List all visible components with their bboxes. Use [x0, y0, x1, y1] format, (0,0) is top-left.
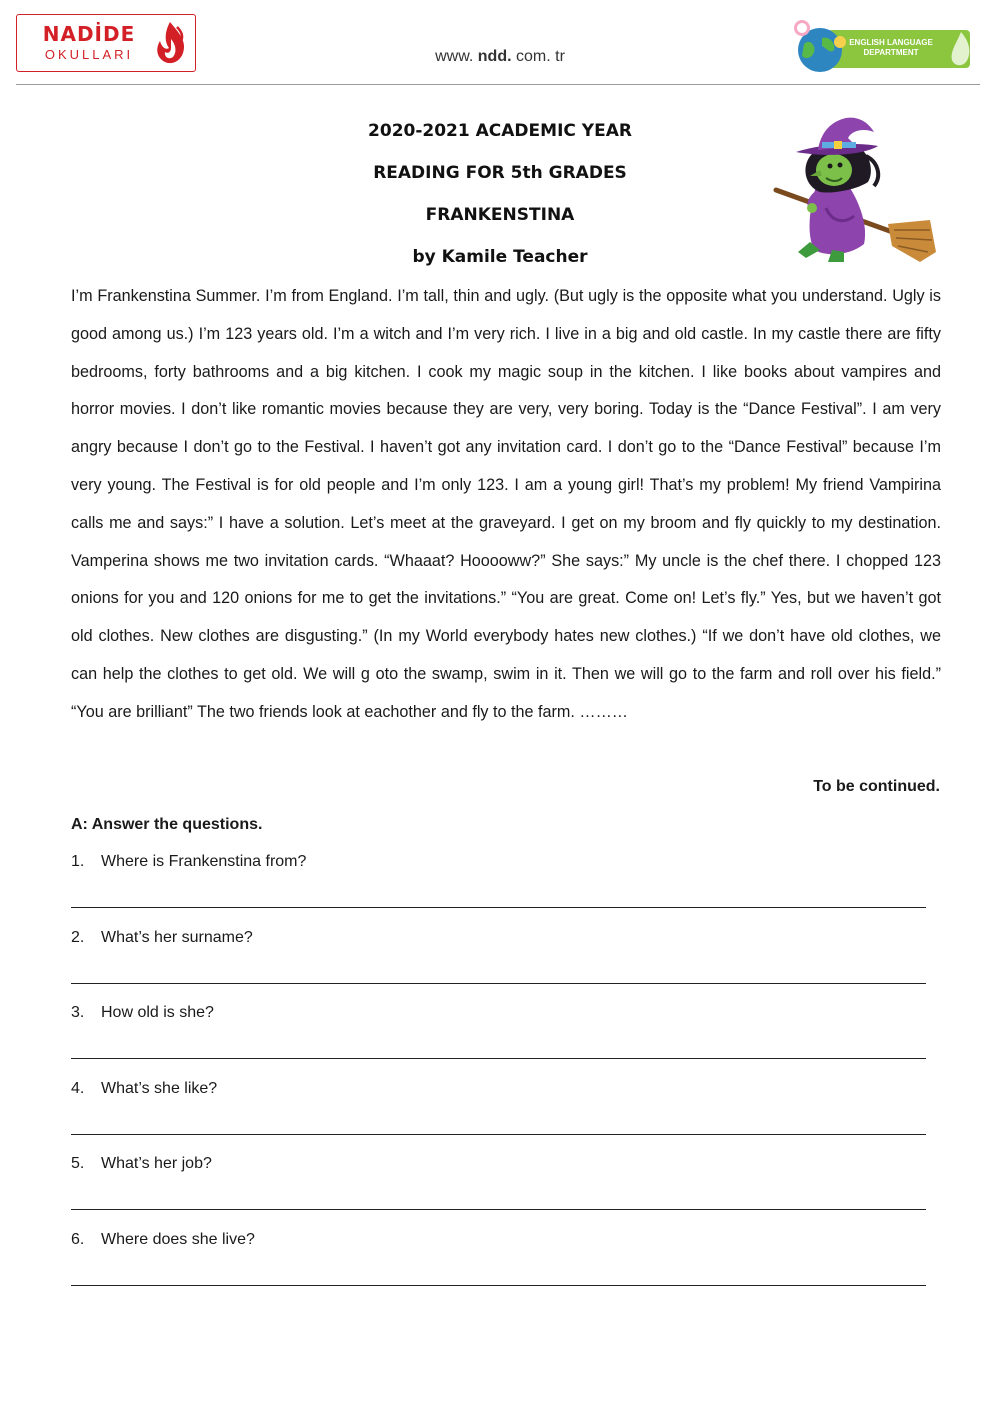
question-item [71, 1228, 931, 1304]
website-suffix: com. tr [516, 48, 565, 65]
answer-line[interactable] [71, 1134, 926, 1135]
question-number: 4. [71, 1079, 85, 1097]
website-prefix: www. [435, 48, 474, 65]
story-paragraph: I’m Frankenstina Summer. I’m from England. I’m tall, thin and ugly. (But ugly is the opposite what you understand. Ugly is good among us.) I’m 123 years old. I’m a witch and I’m very rich. I live in a big and old castle. In my castle there are fifty bedrooms, forty bathrooms and a big kitchen. I cook my magic soup in the kitchen. I like books about vampires and horror movies. I don’t like romantic movies because they are very, very boring. Today is the “Dance Festival”. I am very angry because I don’t go to the Festival. I haven’t got any invitation card. I don’t go to the “Dance Festival” because I’m very young. The Festival is for old people and I’m only 123. I am a young girl! That’s my problem! My friend Vampirina calls me and says:” I have a solution. Let’s meet at the graveyard. I get on my broom and fly quickly to my destination. Vamperina shows me two invitation cards. “Whaaat? Hooooww?” She says:” My uncle is the chef there. I chopped 123 onions for you and 120 onions for me to get the invitations.” “You are great. Come on! Let’s fly.” Yes, but we haven’t got old clothes. New clothes are disgusting.” (In my World everybody hates new clothes.) “If we don’t have old clothes, we can help the clothes to get old. We will g oto the swamp, swim in it. Then we will go to the farm and roll over his field.” “You are brilliant” The two friends look at eachother and fly to the farm. ……… [71, 287, 941, 721]
question-number: 3. [71, 1004, 85, 1021]
question-number: 5. [71, 1155, 85, 1172]
question-number: 6. [71, 1230, 85, 1248]
answer-line[interactable] [71, 983, 926, 984]
answer-line[interactable] [71, 1285, 926, 1286]
answer-line[interactable] [71, 907, 926, 908]
question-text: Where is Frankenstina from? [101, 853, 307, 870]
question-item [71, 1001, 931, 1077]
school-logo-name: NADİDE [42, 22, 136, 46]
to-be-continued: To be continued. [813, 778, 940, 795]
question-text: Where does she live? [101, 1230, 255, 1248]
question-text: What’s her job? [101, 1155, 212, 1172]
question-number: 2. [71, 928, 85, 946]
question-text: What’s she like? [101, 1079, 218, 1097]
question-item [71, 1152, 931, 1228]
question-list [71, 850, 931, 1303]
witch-on-broom-icon [770, 112, 940, 267]
question-item [71, 1077, 931, 1153]
question-number: 1. [71, 853, 85, 870]
course-title: READING FOR 5th GRADES [373, 163, 627, 183]
school-logo-subtitle: OKULLARI [44, 47, 134, 62]
page-header [0, 0, 1000, 90]
question-item [71, 850, 931, 926]
department-line-2: DEPARTMENT [863, 48, 919, 57]
question-text: How old is she? [101, 1004, 214, 1021]
story-title: FRANKENSTINA [425, 205, 575, 225]
question-item [71, 926, 931, 1002]
english-department-logo [790, 16, 980, 76]
author-line: by Kamile Teacher [412, 247, 588, 267]
question-text: What’s her surname? [101, 928, 253, 946]
leaf-icon [948, 30, 974, 70]
section-a-heading: A: Answer the questions. [71, 816, 263, 833]
answer-line[interactable] [71, 1209, 926, 1210]
header-divider [16, 84, 980, 85]
department-name [836, 38, 946, 58]
story-text [71, 278, 941, 732]
website-domain: ndd. [477, 48, 512, 65]
answer-line[interactable] [71, 1058, 926, 1059]
department-line-1: ENGLISH LANGUAGE [849, 38, 933, 47]
academic-year-title: 2020-2021 ACADEMIC YEAR [368, 121, 632, 141]
